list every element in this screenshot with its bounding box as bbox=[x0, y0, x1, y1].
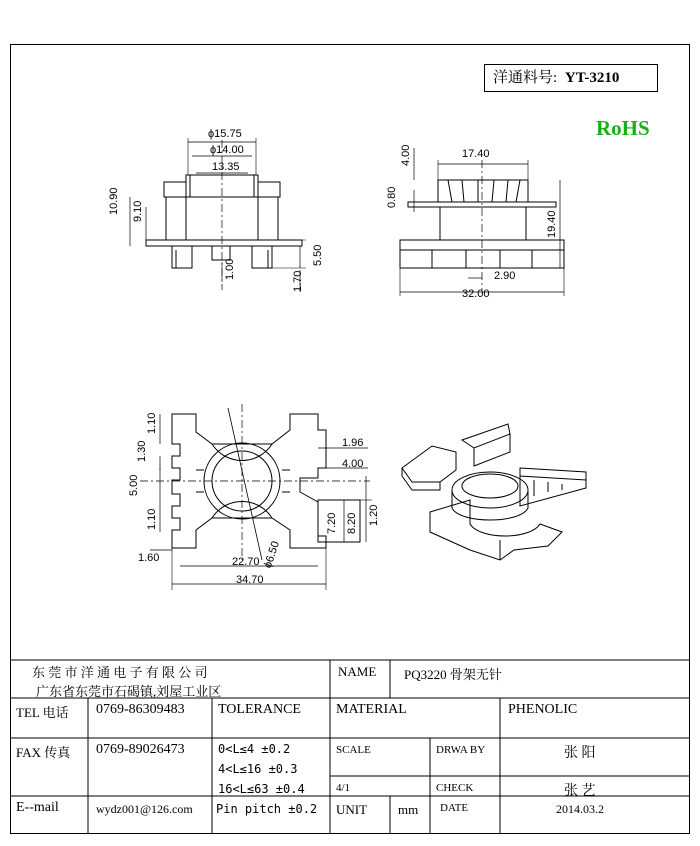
tolerance-line: 16<L≤63 ±0.4 bbox=[218, 782, 305, 796]
email-value: wydz001@126.com bbox=[96, 802, 193, 816]
unit-value: mm bbox=[398, 802, 419, 817]
dim-label: 32.00 bbox=[462, 288, 490, 300]
dim-label: 13.35 bbox=[212, 161, 240, 173]
dim-label: 1.20 bbox=[368, 504, 380, 526]
fax-number: 0769-89026473 bbox=[96, 742, 185, 757]
fax-label: FAX 传真 bbox=[16, 745, 71, 760]
dim-label: 22.70 bbox=[232, 556, 260, 568]
dim-label: 2.90 bbox=[494, 270, 516, 282]
company-name: 东 莞 市 洋 通 电 子 有 限 公 司 bbox=[32, 665, 208, 680]
tel-number: 0769-86309483 bbox=[96, 702, 185, 717]
dim-label: 10.90 bbox=[108, 187, 120, 215]
email-label: E--mail bbox=[16, 800, 59, 815]
dim-label: ϕ14.00 bbox=[210, 144, 244, 156]
unit-label: UNIT bbox=[336, 802, 368, 817]
date-value: 2014.03.2 bbox=[556, 802, 604, 816]
dim-label: 5.50 bbox=[312, 244, 324, 266]
dim-label: 1.10 bbox=[146, 508, 158, 530]
dim-label: ϕ6.50 bbox=[262, 539, 282, 570]
dim-label: 5.00 bbox=[128, 474, 140, 496]
name-label: NAME bbox=[338, 664, 377, 679]
dim-label: 4.00 bbox=[342, 458, 364, 470]
dim-label: 1.30 bbox=[136, 440, 148, 462]
part-number-label: 洋通料号: bbox=[493, 70, 558, 86]
material-label: MATERIAL bbox=[336, 702, 407, 717]
company-address: 广东省东莞市石碣镇,刘屋工业区 bbox=[36, 684, 222, 699]
tolerance-label: TOLERANCE bbox=[218, 702, 301, 717]
check-value: 张 艺 bbox=[564, 784, 596, 799]
scale-label: SCALE bbox=[336, 744, 371, 756]
dim-label: 7.20 bbox=[326, 512, 338, 534]
dim-label: 1.00 bbox=[224, 258, 236, 280]
drawn-by-label: DRWA BY bbox=[436, 744, 486, 756]
dim-label: 17.40 bbox=[462, 148, 490, 160]
dim-label: 1.70 bbox=[292, 270, 304, 292]
rohs-mark: RoHS bbox=[596, 116, 650, 140]
dim-label: 1.60 bbox=[138, 552, 160, 564]
tolerance-line: Pin pitch ±0.2 bbox=[216, 802, 318, 816]
dim-label: 34.70 bbox=[236, 574, 264, 586]
tolerance-line: 4<L≤16 ±0.3 bbox=[218, 762, 298, 776]
drawn-by-value: 张 阳 bbox=[564, 746, 596, 761]
part-name: PQ3220 骨架无针 bbox=[404, 667, 502, 682]
check-label: CHECK bbox=[436, 782, 474, 794]
tel-label: TEL 电话 bbox=[16, 705, 69, 720]
material-value: PHENOLIC bbox=[508, 702, 578, 717]
scale-value: 4/1 bbox=[336, 782, 351, 794]
part-number-value: YT-3210 bbox=[564, 70, 620, 86]
dim-label: 4.00 bbox=[400, 144, 412, 166]
dim-label: 1.10 bbox=[146, 412, 158, 434]
dim-label: 8.20 bbox=[346, 512, 358, 534]
dim-label: 0.80 bbox=[386, 186, 398, 208]
tolerance-line: 0<L≤4 ±0.2 bbox=[218, 742, 291, 756]
date-label: DATE bbox=[440, 802, 469, 814]
dim-label: 19.40 bbox=[546, 210, 558, 238]
dim-label: 9.10 bbox=[132, 200, 144, 222]
dim-label: 1.96 bbox=[342, 437, 364, 449]
dim-label: ϕ15.75 bbox=[208, 128, 242, 140]
